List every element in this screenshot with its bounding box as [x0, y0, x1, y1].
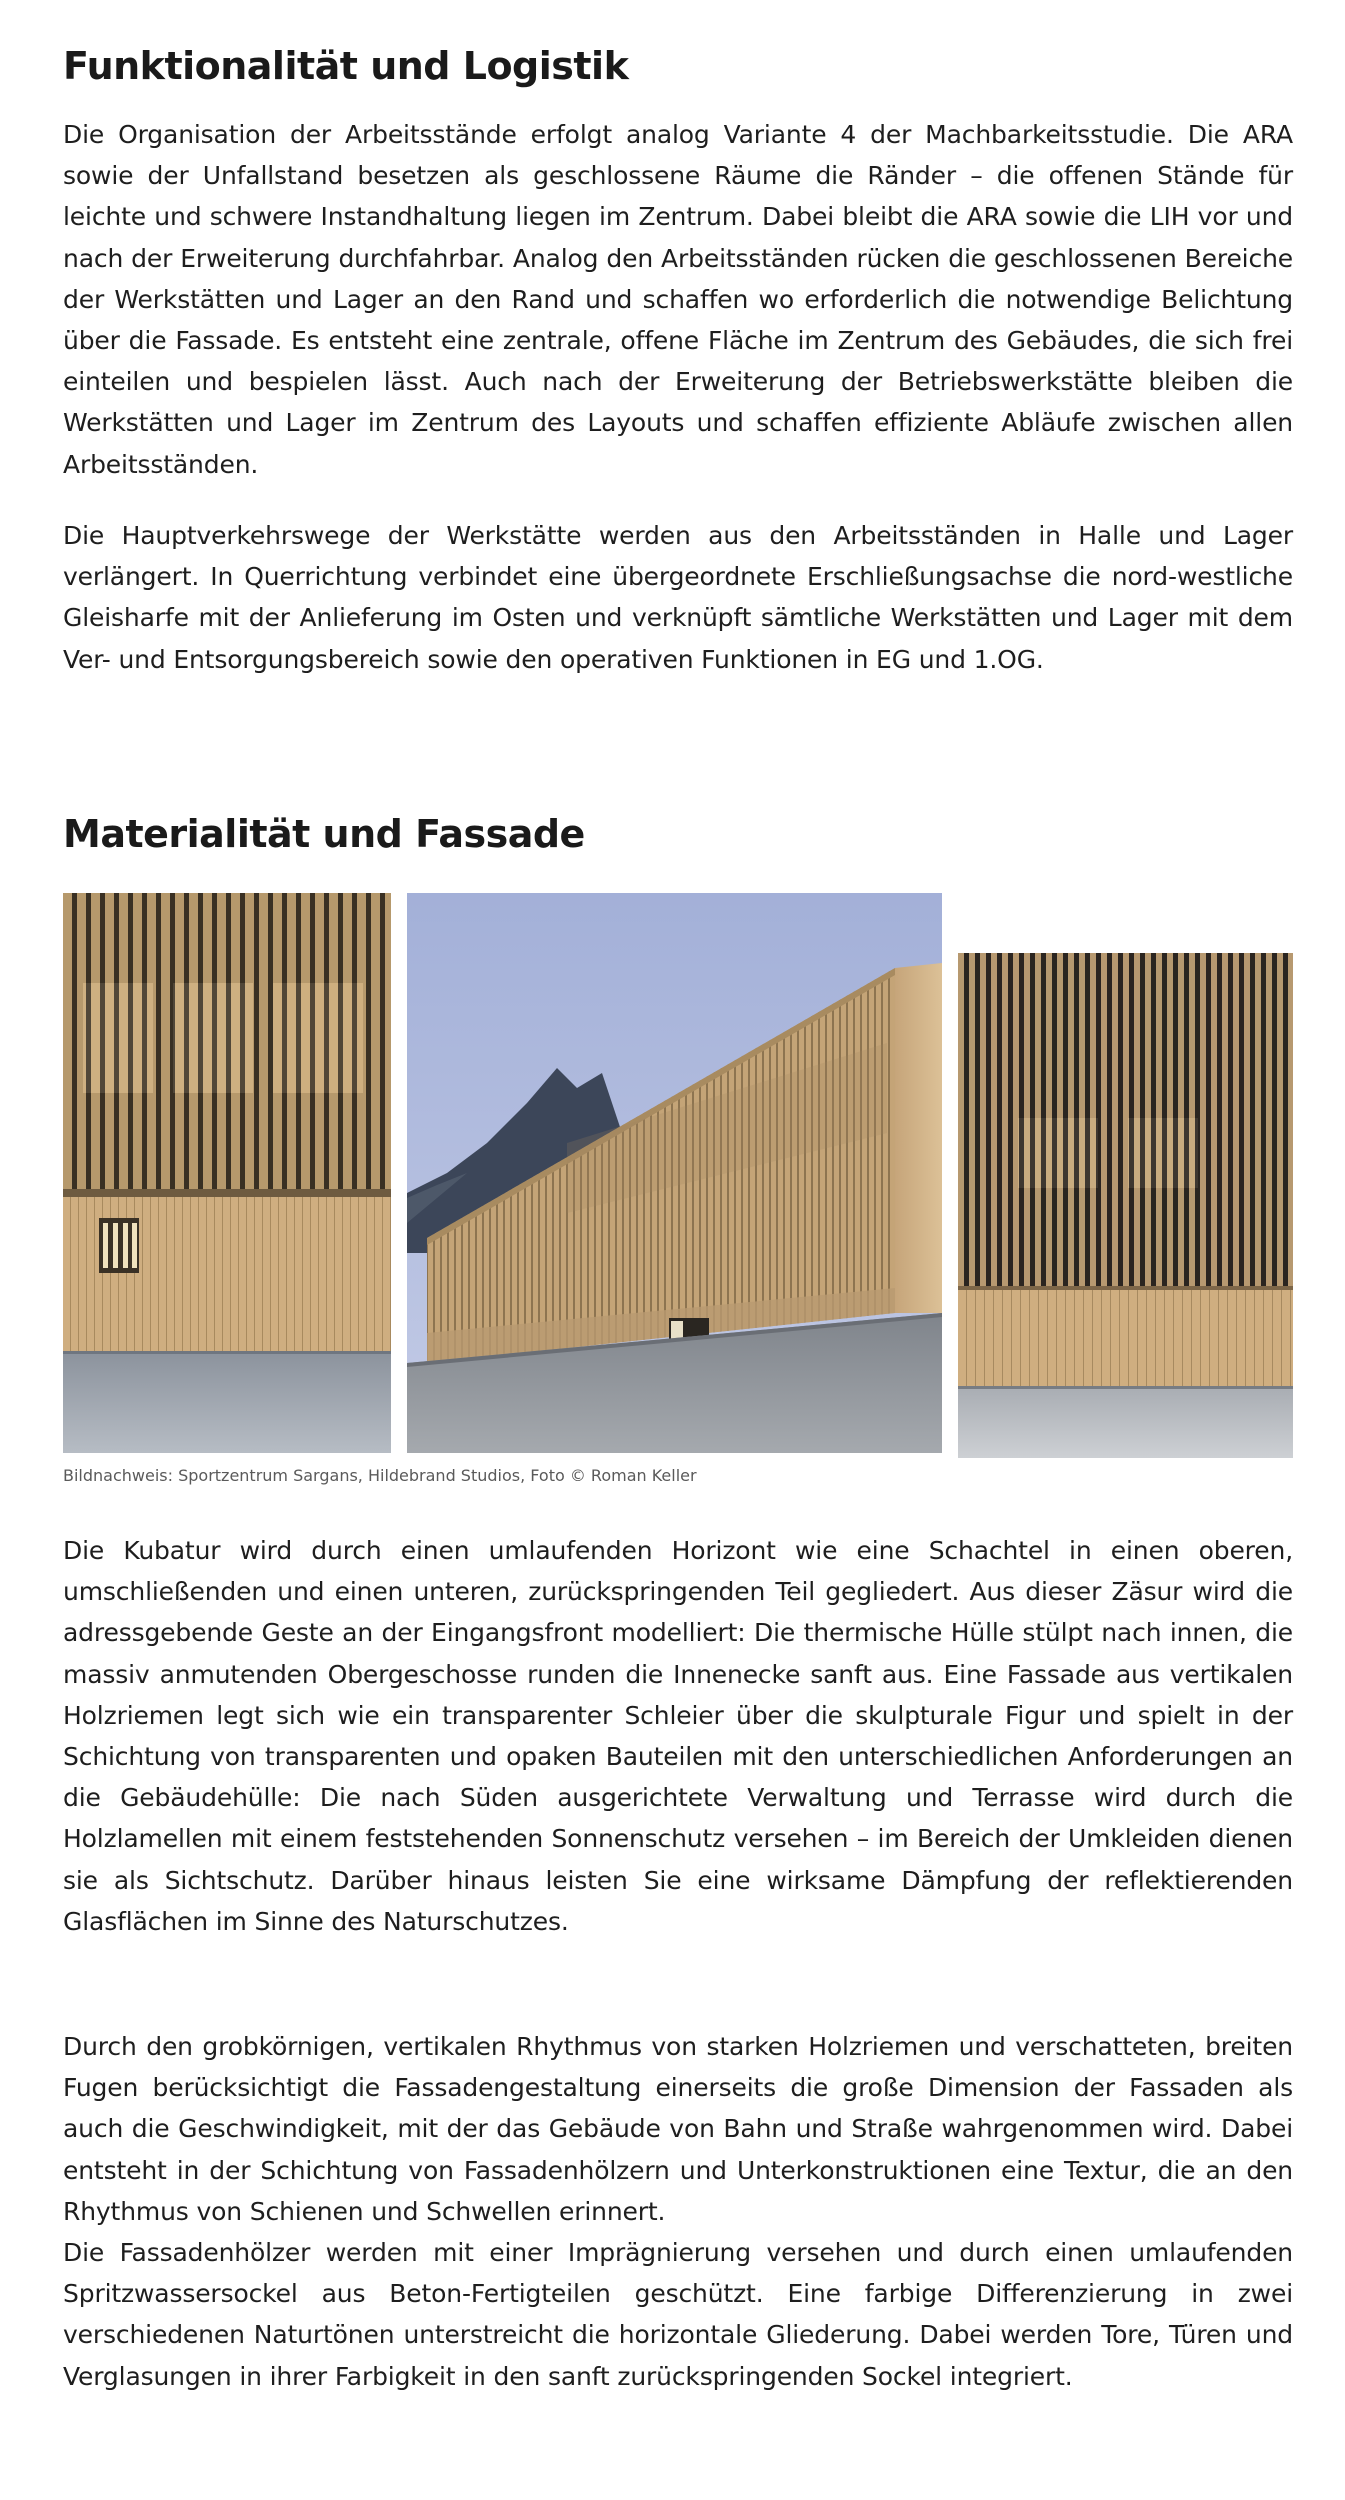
facade-detail-photo	[958, 893, 1293, 1458]
building-perspective-illustration	[407, 893, 942, 1453]
facade-detail-illustration	[958, 893, 1293, 1458]
facade-closeup-photo	[63, 893, 391, 1453]
facade-closeup-illustration	[63, 893, 391, 1453]
functionality-paragraph-1: Die Organisation der Arbeitsstände erfolgt analog Variante 4 der Machbarkeitsstudie. Die ARA sowie der Unfallstand besetzen als geschlossene Räume die Ränder – die offenen Stände für leichte und schwere Instandhaltung liegen im Zentrum. Dabei bleibt die ARA sowie die LIH vor und nach der Erweiterung durchfahrbar. Analog den Arbeitsständen rücken die geschlossenen Bereiche der Werkstätten und Lager an den Rand und schaffen wo erforderlich die notwendige Belichtung über die Fassade. Es entsteht eine zentrale, offene Fläche im Zentrum des Gebäudes, die sich frei einteilen und bespielen lässt. Auch nach der Erweiterung der Betriebswerkstätte bleiben die Werkstätten und Lager im Zentrum des Layouts und schaffen effiziente Abläufe zwischen allen Arbeitsständen.	[63, 120, 1293, 479]
photo-caption: Bildnachweis: Sportzentrum Sargans, Hildebrand Studios, Foto © Roman Keller	[63, 1466, 697, 1485]
material-paragraph-1: Die Kubatur wird durch einen umlaufenden Horizont wie eine Schachtel in einen oberen, umschließenden und einen unteren, zurückspringenden Teil gegliedert. Aus dieser Zäsur wird die adressgebende Geste an der Eingangsfront modelliert: Die thermische Hülle stülpt nach innen, die massiv anmutenden Obergeschosse runden die Innenecke sanft aus. Eine Fassade aus vertikalen Holzriemen legt sich wie ein transparenter Schleier über die skulpturale Figur und spielt in der Schichtung von transparenten und opaken Bauteilen mit den unterschiedlichen Anforderungen an die Gebäudehülle: Die nach Süden ausgerichtete Verwaltung und Terrasse wird durch die Holzlamellen mit einem feststehenden Sonnenschutz versehen – im Bereich der Umkleiden dienen sie als Sichtschutz. Darüber hinaus leisten Sie eine wirksame Dämpfung der reflektierenden Glasflächen im Sinne des Naturschutzes.	[63, 1536, 1293, 1936]
functionality-paragraph-2: Die Hauptverkehrswege der Werkstätte werden aus den Arbeitsständen in Halle und Lager verlängert. In Querrichtung verbindet eine übergeordnete Erschließungsachse die nord-westliche Gleisharfe mit der Anlieferung im Osten und verknüpft sämtliche Werkstätten und Lager mit dem Ver- und Entsorgungsbereich sowie den operativen Funktionen in EG und 1.OG.	[63, 521, 1293, 674]
material-paragraph-2: Durch den grobkörnigen, vertikalen Rhythmus von starken Holzriemen und verschatteten, breiten Fugen berücksichtigt die Fassadengestaltung einerseits die große Dimension der Fassaden als auch die Geschwindigkeit, mit der das Gebäude von Bahn und Straße wahrgenommen wird. Dabei entsteht in der Schichtung von Fassadenhölzern und Unterkonstruktionen eine Textur, die an den Rhythmus von Schienen und Schwellen erinnert. Die Fassadenhölzer werden mit einer Imprägnierung versehen und durch einen umlaufenden Spritzwassersockel aus Beton-Fertigteilen geschützt. Eine farbige Differenzierung in zwei verschiedenen Naturtönen unterstreicht die horizontale Gliederung. Dabei werden Tore, Türen und Verglasungen in ihrer Farbigkeit in den sanft zurückspringenden Sockel integriert.	[63, 2032, 1293, 2391]
section-heading-functionality: Funktionalität und Logistik	[63, 44, 629, 88]
section-heading-material: Materialität und Fassade	[63, 812, 585, 856]
building-perspective-photo	[407, 893, 942, 1453]
